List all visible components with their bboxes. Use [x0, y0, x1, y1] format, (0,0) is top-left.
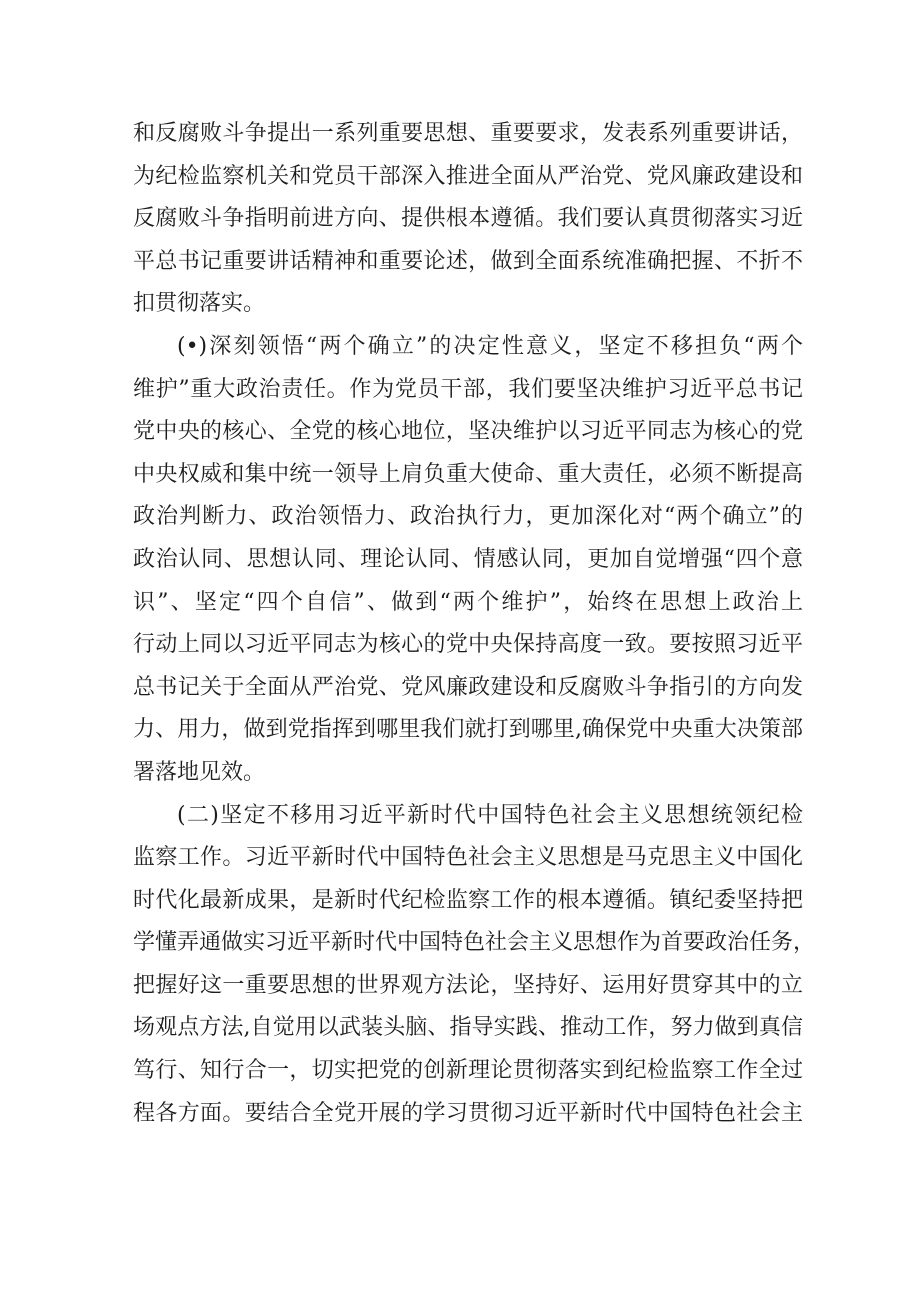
text-line: 把握好这一重要思想的世界观方法论，坚持好、运用好贯穿其中的立	[133, 972, 803, 998]
text-line: 总书记关于全面从严治党、党风廉政建设和反腐败斗争指引的方向发	[133, 674, 803, 700]
text-line: 识”、坚定“四个自信”、做到“两个维护”，始终在思想上政治上	[133, 589, 803, 615]
text-line: 署落地见效。	[133, 759, 266, 785]
text-line: 政治认同、思想认同、理论认同、情感认同，更加自觉增强“四个意	[133, 546, 803, 572]
text-line: 党中央的核心、全党的核心地位，坚决维护以习近平同志为核心的党	[133, 419, 803, 445]
text-line: (•)深刻领悟“两个确立”的决定性意义，坚定不移担负“两个	[177, 333, 803, 359]
text-line: 学懂弄通做实习近平新时代中国特色社会主义思想作为首要政治任务，	[133, 930, 816, 956]
text-line: 力、用力，做到党指挥到哪里我们就打到哪里,确保党中央重大决策部	[133, 717, 803, 743]
text-line: 时代化最新成果，是新时代纪检监察工作的根本遵循。镇纪委坚持把	[133, 887, 803, 913]
text-line: 监察工作。习近平新时代中国特色社会主义思想是马克思主义中国化	[133, 845, 803, 871]
text-line: 行动上同以习近平同志为核心的党中央保持高度一致。要按照习近平	[133, 632, 803, 658]
paragraph-1	[133, 113, 803, 326]
text-line: 扣贯彻落实。	[133, 291, 266, 317]
text-line: (二)坚定不移用习近平新时代中国特色社会主义思想统领纪检	[177, 802, 803, 828]
text-line: 反腐败斗争指明前进方向、提供根本遵循。我们要认真贯彻落实习近	[133, 206, 803, 232]
paragraph-3	[133, 795, 816, 1136]
text-line: 政治判断力、政治领悟力、政治执行力，更加深化对“两个确立”的	[133, 504, 803, 530]
text-line: 和反腐败斗争提出一系列重要思想、重要要求，发表系列重要讲话，	[133, 121, 803, 146]
document-body	[133, 113, 816, 1135]
text-line: 平总书记重要讲话精神和重要论述，做到全面系统准确把握、不折不	[133, 248, 803, 274]
text-line: 维护”重大政治责任。作为党员干部，我们要坚决维护习近平总书记	[133, 376, 803, 402]
paragraph-2	[133, 326, 803, 795]
text-line: 为纪检监察机关和党员干部深入推进全面从严治党、党风廉政建设和	[133, 163, 803, 189]
text-line: 中央权威和集中统一领导上肩负重大使命、重大责任，必须不断提高	[133, 461, 803, 487]
text-line: 程各方面。要结合全党开展的学习贯彻习近平新时代中国特色社会主	[133, 1100, 803, 1126]
text-line: 笃行、知行合一，切实把党的创新理论贯彻落实到纪检监察工作全过	[133, 1058, 803, 1084]
text-line: 场观点方法,自觉用以武装头脑、指导实践、推动工作，努力做到真信	[133, 1015, 803, 1041]
